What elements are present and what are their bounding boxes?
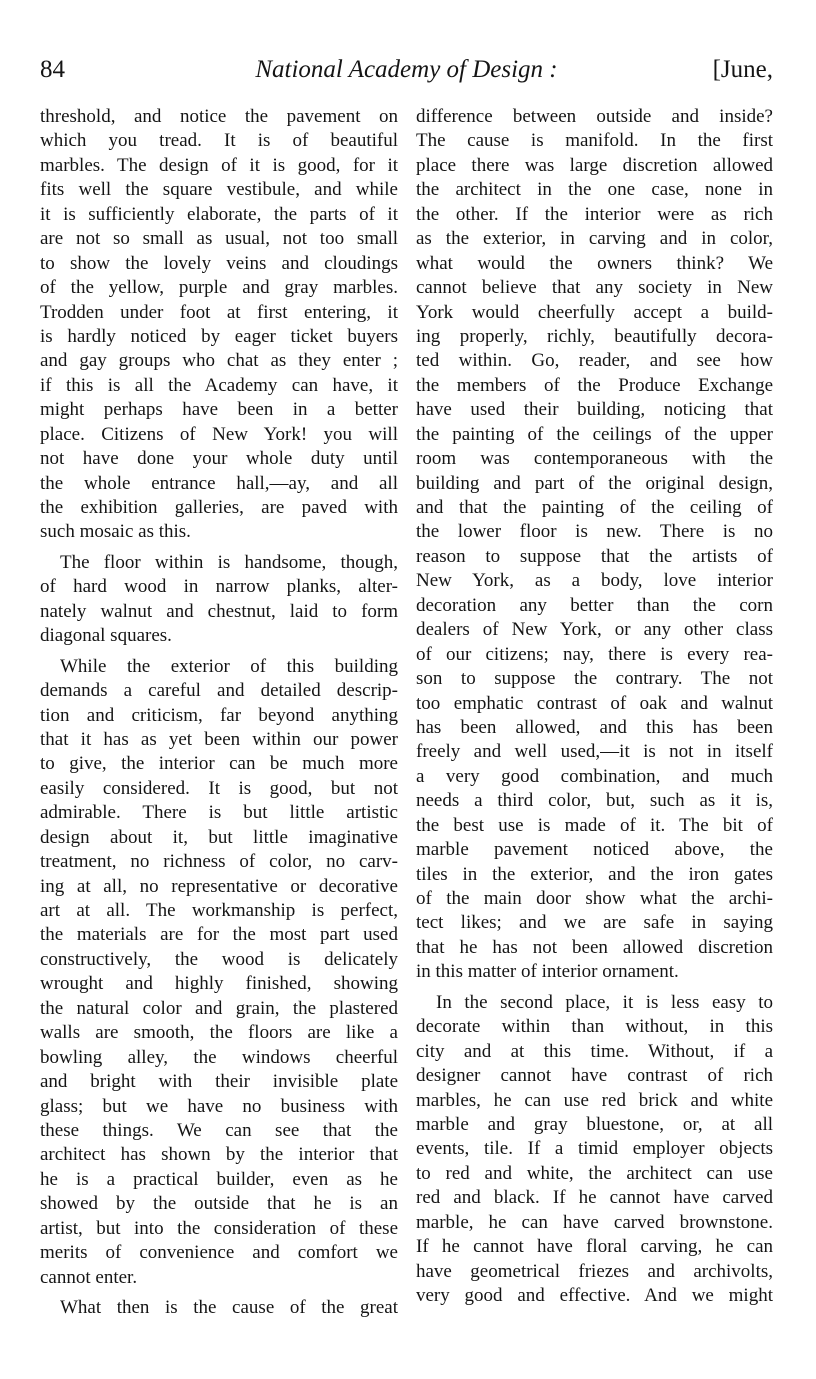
text-line: demands a careful and detailed descrip- bbox=[40, 680, 398, 702]
text-line: architect has shown by the interior that bbox=[40, 1144, 398, 1166]
text-line: have geometrical friezes and archivolts, bbox=[416, 1260, 773, 1282]
text-line: the other. If the interior were as rich bbox=[416, 203, 773, 225]
text-line: as the exterior, in carving and in color, bbox=[416, 228, 773, 250]
text-line: have used their building, noticing that bbox=[416, 399, 773, 421]
text-line: is hardly noticed by eager ticket buyers bbox=[40, 325, 398, 347]
text-line: easily considered. It is good, but not bbox=[40, 777, 398, 799]
text-line: cannot believe that any society in New bbox=[416, 277, 773, 299]
text-line: decoration any better than the corn bbox=[416, 594, 773, 616]
text-line: building and part of the original design, bbox=[416, 472, 773, 494]
text-line: marble and gray bluestone, or, at all bbox=[416, 1113, 773, 1135]
right-column bbox=[416, 105, 773, 1308]
left-column bbox=[40, 105, 398, 1320]
text-line: to show the lovely veins and cloudings bbox=[40, 252, 398, 274]
text-line: bowling alley, the windows cheerful bbox=[40, 1046, 398, 1068]
text-line: While the exterior of this building bbox=[60, 655, 398, 677]
text-line: what would the owners think? We bbox=[416, 252, 773, 274]
text-line: the whole entrance hall,—ay, and all bbox=[40, 472, 398, 494]
text-line: needs a third color, but, such as it is, bbox=[416, 790, 773, 812]
text-line: are not so small as usual, not too small bbox=[40, 228, 398, 250]
text-line: dealers of New York, or any other class bbox=[416, 619, 773, 641]
text-line: which you tread. It is of beautiful bbox=[40, 130, 398, 152]
running-title: National Academy of Design : bbox=[255, 56, 558, 83]
text-line: red and black. If he cannot have carved bbox=[416, 1187, 773, 1209]
text-line: walls are smooth, the floors are like a bbox=[40, 1022, 398, 1044]
text-line: of the main door show what the archi- bbox=[416, 888, 773, 909]
text-line: the natural color and grain, the plastered bbox=[40, 997, 398, 1019]
text-line: room was contemporaneous with the bbox=[416, 448, 773, 470]
text-line: place there was large discretion allowed bbox=[416, 154, 773, 176]
page-number: 84 bbox=[40, 56, 65, 83]
text-line: In the second place, it is less easy to bbox=[436, 991, 773, 1013]
text-line: and that the painting of the ceiling of bbox=[416, 497, 773, 518]
text-line: threshold, and notice the pavement on bbox=[40, 106, 398, 127]
paragraph bbox=[40, 655, 398, 1290]
text-line: art at all. The workmanship is perfect, bbox=[40, 900, 398, 921]
text-line: the best use is made of it. The bit of bbox=[416, 814, 773, 836]
text-line: merits of convenience and comfort we bbox=[40, 1242, 398, 1264]
text-line: diagonal squares. bbox=[40, 625, 172, 647]
paragraph bbox=[40, 1296, 398, 1320]
paragraph bbox=[416, 991, 773, 1309]
text-line: marbles. The design of it is good, for it bbox=[40, 154, 398, 176]
text-line: artist, but into the consideration of these bbox=[40, 1217, 398, 1239]
running-header bbox=[40, 52, 773, 88]
text-line: the painting of the ceilings of the upper bbox=[416, 423, 773, 445]
text-line: the architect in the one case, none in bbox=[416, 179, 773, 201]
text-line: admirable. There is but little artistic bbox=[40, 802, 398, 824]
text-line: ing properly, richly, beautifully decora- bbox=[416, 325, 773, 347]
text-line: place. Citizens of New York! you will bbox=[40, 423, 398, 445]
text-line: that he has not been allowed discretion bbox=[416, 936, 773, 958]
running-date: [June, bbox=[712, 56, 773, 83]
text-line: to give, the interior can be much more bbox=[40, 753, 398, 775]
text-line: fits well the square vestibule, and while bbox=[40, 179, 398, 201]
text-line: not have done your whole duty until bbox=[40, 448, 398, 470]
text-line: The floor within is handsome, though, bbox=[60, 551, 398, 573]
text-line: the members of the Produce Exchange bbox=[416, 374, 773, 396]
text-line: a very good combination, and much bbox=[416, 765, 773, 787]
text-line: design about it, but little imaginative bbox=[40, 826, 398, 848]
text-line: it is sufficiently elaborate, the parts of it bbox=[40, 203, 398, 225]
text-line: these things. We can see that the bbox=[40, 1119, 398, 1141]
text-line: too emphatic contrast of oak and walnut bbox=[416, 692, 773, 714]
text-line: and bright with their invisible plate bbox=[40, 1071, 398, 1093]
text-line: difference between outside and inside? bbox=[416, 106, 773, 127]
text-line: city and at this time. Without, if a bbox=[416, 1040, 773, 1062]
text-line: marbles, he can use red brick and white bbox=[416, 1089, 773, 1111]
text-line: marble, he can have carved brownstone. bbox=[416, 1211, 773, 1233]
text-line: treatment, no richness of color, no carv- bbox=[40, 851, 398, 873]
text-line: decorate within than without, in this bbox=[416, 1016, 773, 1038]
text-line: wrought and highly finished, showing bbox=[40, 973, 398, 995]
text-line: York would cheerfully accept a build- bbox=[416, 301, 773, 323]
text-line: constructively, the wood is delicately bbox=[40, 948, 398, 970]
text-line: of the yellow, purple and gray marbles. bbox=[40, 277, 398, 299]
text-line: has been allowed, and this has been bbox=[416, 716, 773, 738]
text-line: in this matter of interior ornament. bbox=[416, 961, 679, 983]
text-line: tect likes; and we are safe in saying bbox=[416, 912, 773, 934]
text-line: glass; but we have no business with bbox=[40, 1095, 398, 1117]
paragraph bbox=[416, 105, 773, 985]
text-line: to red and white, the architect can use bbox=[416, 1162, 773, 1184]
text-line: What then is the cause of the great bbox=[60, 1297, 398, 1318]
text-line: such mosaic as this. bbox=[40, 521, 191, 543]
text-line: freely and well used,—it is not in itself bbox=[416, 741, 773, 763]
text-line: Trodden under foot at first entering, it bbox=[40, 301, 398, 323]
text-line: the materials are for the most part used bbox=[40, 924, 398, 946]
text-line: If he cannot have floral carving, he can bbox=[416, 1236, 773, 1258]
text-line: marble pavement noticed above, the bbox=[416, 839, 773, 861]
text-line: tiles in the exterior, and the iron gates bbox=[416, 863, 773, 885]
text-line: of hard wood in narrow planks, alter- bbox=[40, 576, 398, 598]
text-line: ted within. Go, reader, and see how bbox=[416, 350, 773, 372]
text-line: tion and criticism, far beyond anything bbox=[40, 704, 398, 726]
text-line: events, tile. If a timid employer objects bbox=[416, 1138, 773, 1160]
text-line: and gay groups who chat as they enter ; bbox=[40, 350, 398, 372]
text-line: son to suppose the contrary. The not bbox=[416, 668, 773, 690]
paragraph bbox=[40, 551, 398, 649]
text-line: he is a practical builder, even as he bbox=[40, 1168, 398, 1190]
text-line: if this is all the Academy can have, it bbox=[40, 374, 398, 396]
text-line: ing at all, no representative or decorative bbox=[40, 875, 398, 897]
text-line: reason to suppose that the artists of bbox=[416, 545, 773, 567]
text-line: the lower floor is new. There is no bbox=[416, 521, 773, 543]
text-line: The cause is manifold. In the first bbox=[416, 130, 773, 152]
text-line: of our citizens; nay, there is every rea- bbox=[416, 643, 773, 665]
text-line: the exhibition galleries, are paved with bbox=[40, 497, 398, 518]
text-line: New York, as a body, love interior bbox=[416, 570, 773, 592]
text-line: cannot enter. bbox=[40, 1266, 138, 1288]
paragraph bbox=[40, 105, 398, 545]
text-line: designer cannot have contrast of rich bbox=[416, 1065, 773, 1087]
text-line: nately walnut and chestnut, laid to form bbox=[40, 600, 398, 622]
text-line: that it has as yet been within our power bbox=[40, 728, 398, 750]
text-line: very good and effective. And we might bbox=[416, 1285, 773, 1306]
text-line: might perhaps have been in a better bbox=[40, 399, 398, 421]
text-line: showed by the outside that he is an bbox=[40, 1193, 398, 1215]
